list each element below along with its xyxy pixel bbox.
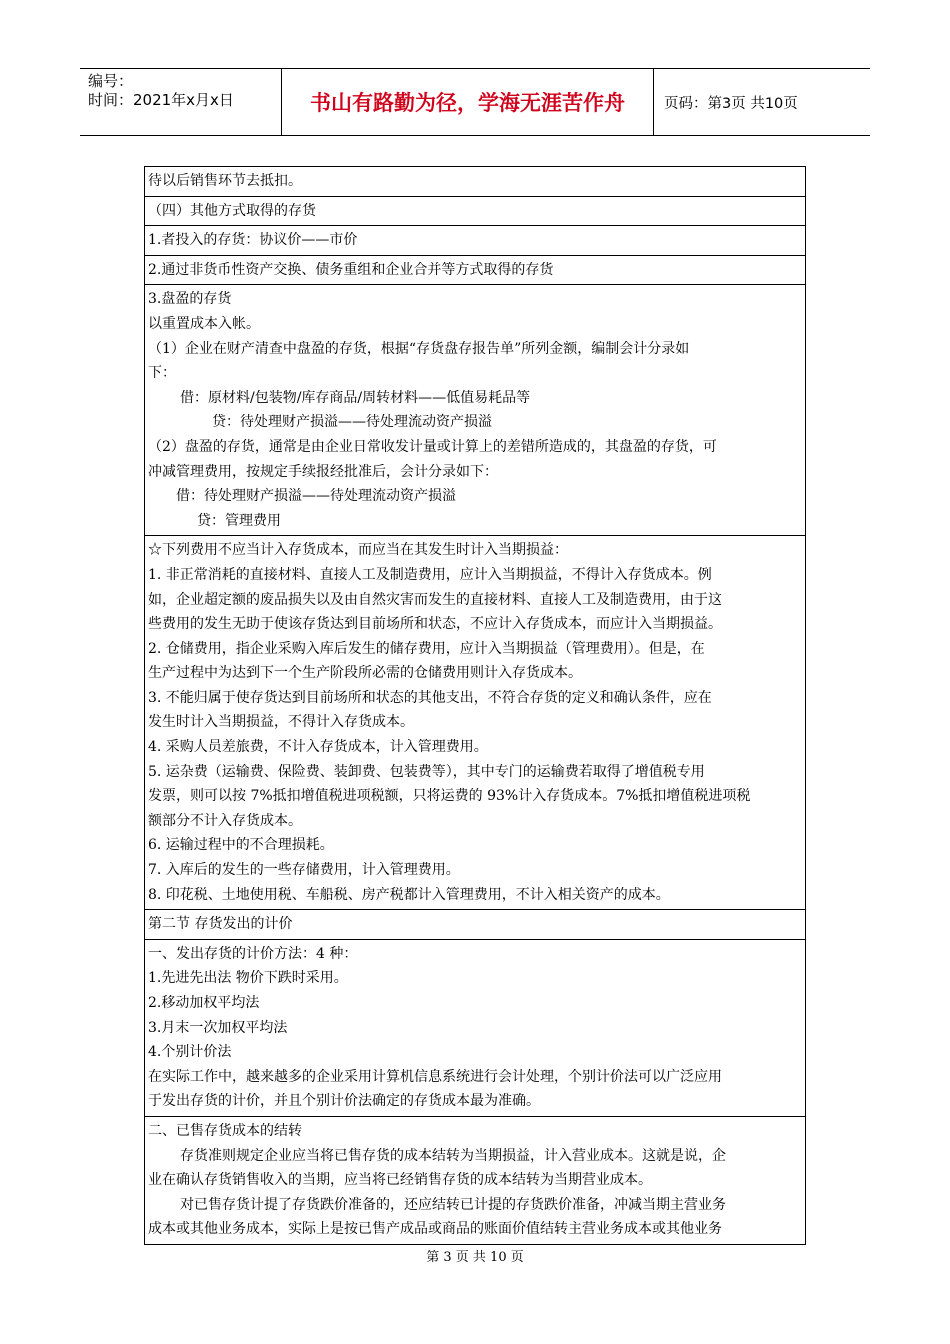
header-page-number: 页码：第3页 共10页 (664, 95, 798, 112)
table-row (145, 1116, 806, 1244)
text-line: 如，企业超定额的废品损失以及由自然灾害而发生的直接材料、直接人工及制造费用，由于这 (148, 591, 722, 608)
header-motto: 书山有路勤为径，学海无涯苦作舟 (282, 69, 654, 135)
text-line: 成本或其他业务成本，实际上是按已售产成品或商品的账面价值结转主营业务成本或其他业务 (148, 1221, 722, 1238)
text-line: 待以后销售环节去抵扣。 (148, 173, 302, 189)
page-header (80, 68, 870, 136)
table-cell (145, 536, 806, 910)
text-line: 存货准则规定企业应当将已售存货的成本结转为当期损益，计入营业成本。这就是说，企 (180, 1147, 726, 1164)
text-line: 对已售存货计提了存货跌价准备的，还应结转已计提的存货跌价准备，冲减当期主营业务 (180, 1196, 726, 1213)
text-line: 发生时计入当期损益，不得计入存货成本。 (148, 714, 414, 731)
text-line: 3. 不能归属于使存货达到目前场所和状态的其他支出，不符合存货的定义和确认条件，应在 (148, 689, 712, 706)
table-row (145, 226, 806, 256)
text-line: 4.个别计价法 (148, 1044, 232, 1061)
text-line: 7. 入库后的发生的一些存储费用，计入管理费用。 (148, 862, 460, 879)
text-line: 生产过程中为达到下一个生产阶段所必需的仓储费用则计入存货成本。 (148, 665, 582, 682)
page-footer: 第 3 页 共 10 页 (426, 1250, 524, 1265)
document-number-label: 编号： (88, 72, 134, 90)
table-row (145, 910, 806, 940)
section-heading: 第二节 存货发出的计价 (148, 916, 293, 933)
table-cell (145, 226, 806, 256)
table-row (145, 196, 806, 226)
text-line: 发票，则可以按 7%抵扣增值税进项税额，只将运费的 93%计入存货成本。7%抵扣增值税进项税 (148, 788, 751, 805)
text-line: （2）盘盈的存货，通常是由企业日常收发计量或计算上的差错所造成的，其盘盈的存货，可 (148, 438, 717, 455)
text-line: 2.通过非货币性资产交换、债务重组和企业合并等方式取得的存货 (148, 261, 554, 278)
table-cell (145, 285, 806, 536)
table-row (145, 255, 806, 285)
table-cell (145, 910, 806, 940)
text-line: 于发出存货的计价，并且个别计价法确定的存货成本最为准确。 (148, 1093, 540, 1110)
table-cell (145, 1116, 806, 1244)
table-row (145, 285, 806, 536)
text-line: 些费用的发生无助于使该存货达到目前场所和状态，不应计入存货成本，而应计入当期损益。 (148, 616, 722, 633)
text-line: 1.先进先出法 物价下跌时采用。 (148, 970, 348, 987)
journal-entry-credit: 贷：管理费用 (197, 512, 281, 529)
table-row (145, 939, 806, 1116)
text-line: 在实际工作中，越来越多的企业采用计算机信息系统进行会计处理，个别计价法可以广泛应用 (148, 1068, 722, 1085)
table-cell (145, 939, 806, 1116)
journal-entry-debit: 借：原材料/包装物/库存商品/周转材料——低值易耗品等 (180, 389, 531, 406)
text-line: 1. 非正常消耗的直接材料、直接人工及制造费用，应计入当期损益，不得计入存货成本。例 (148, 566, 712, 583)
header-meta (80, 69, 282, 135)
content-table (144, 166, 806, 1245)
text-line: ☆下列费用不应当计入存货成本，而应当在其发生时计入当期损益： (148, 542, 568, 559)
table-cell (145, 255, 806, 285)
text-line: 业在确认存货销售收入的当期，应当将已经销售存货的成本结转为当期营业成本。 (148, 1172, 652, 1189)
text-line: 6. 运输过程中的不合理损耗。 (148, 837, 334, 854)
table-row (145, 536, 806, 910)
text-line: 3.盘盈的存货 (148, 291, 232, 308)
text-line: 2.移动加权平均法 (148, 995, 260, 1011)
text-line: 额部分不计入存货成本。 (148, 812, 302, 829)
text-line: 二、已售存货成本的结转 (148, 1122, 302, 1139)
text-line: 一、发出存货的计价方法：4 种： (148, 945, 358, 962)
document-date-label: 时间：2021年x月x日 (88, 91, 234, 109)
text-line: 下： (148, 365, 176, 382)
table-row (145, 167, 806, 197)
text-line: 以重置成本入帐。 (148, 315, 260, 332)
table-cell (145, 196, 806, 226)
text-line: 4. 采购人员差旅费，不计入存货成本，计入管理费用。 (148, 739, 488, 756)
text-line: 2. 仓储费用，指企业采购入库后发生的储存费用，应计入当期损益（管理费用）。但是，在 (148, 640, 705, 657)
text-line: 3.月末一次加权平均法 (148, 1019, 288, 1036)
text-line: 1.者投入的存货：协议价——市价 (148, 232, 358, 249)
text-line: 5. 运杂费（运输费、保险费、装卸费、包装费等），其中专门的运输费若取得了增值税专用 (148, 763, 705, 780)
text-line: 冲减管理费用，按规定手续报经批准后，会计分录如下： (148, 463, 498, 480)
section-heading: （四）其他方式取得的存货 (148, 202, 316, 219)
table-cell (145, 167, 806, 197)
text-line: 8. 印花税、土地使用税、车船税、房产税都计入管理费用，不计入相关资产的成本。 (148, 886, 670, 903)
journal-entry-debit: 借：待处理财产损溢——待处理流动资产损溢 (176, 488, 456, 505)
text-line: （1）企业在财产清查中盘盈的存货，根据“存货盘存报告单”所列金额，编制会计分录如 (148, 340, 690, 357)
journal-entry-credit: 贷：待处理财产损溢——待处理流动资产损溢 (212, 414, 492, 431)
